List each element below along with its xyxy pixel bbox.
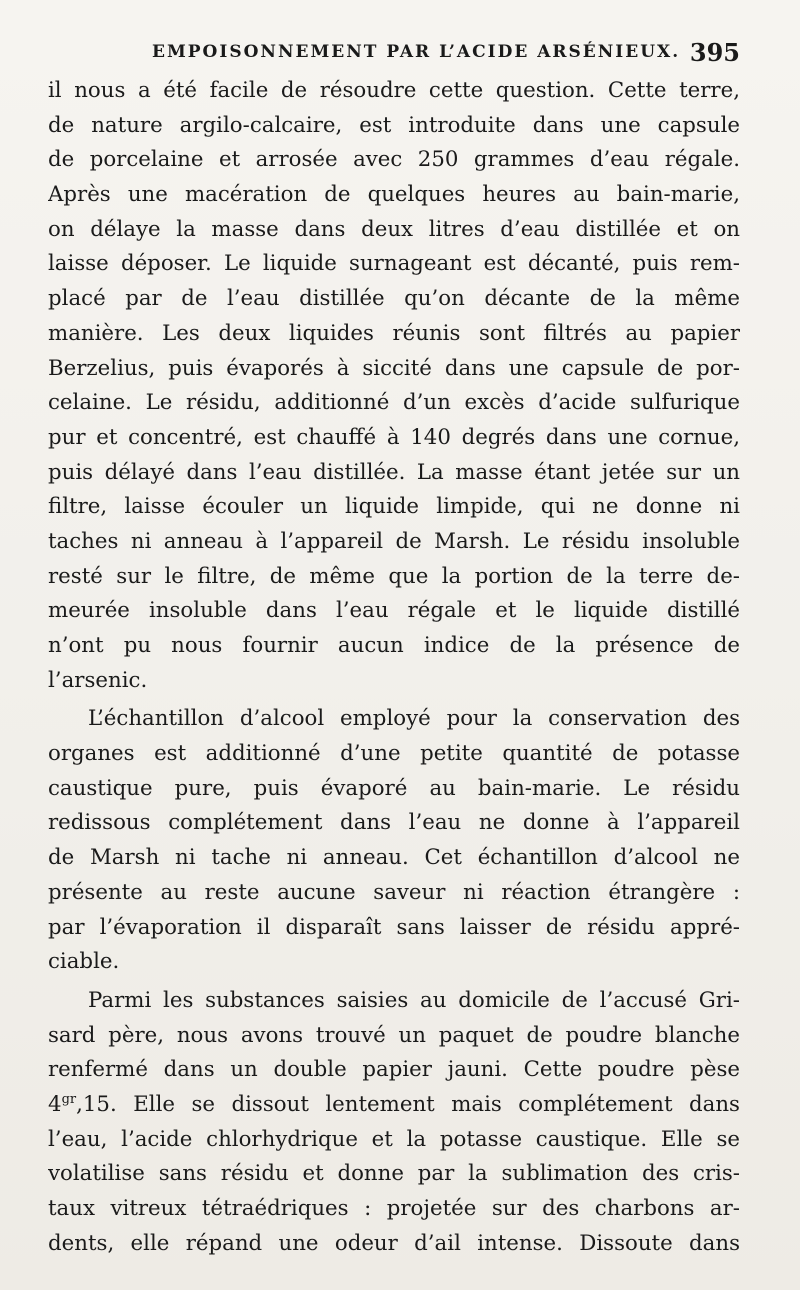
- text-line: ciable.: [48, 949, 120, 975]
- text-line: placé par de l’eau distillée qu’on décante de la même: [48, 286, 740, 312]
- text-line: taches ni anneau à l’appareil de Marsh. Le résidu insoluble: [48, 528, 740, 554]
- text-line: redissous complétement dans l’eau ne donne à l’appareil: [48, 810, 740, 836]
- text-line: manière. Les deux liquides réunis sont filtrés au papier: [48, 320, 740, 346]
- text-line: présente au reste aucune saveur ni réaction étrangère :: [48, 879, 740, 905]
- text-line-weight: [48, 1088, 740, 1123]
- text-line: on délaye la masse dans deux litres d’eau distillée et on: [48, 216, 740, 242]
- weight-unit: gr: [61, 1091, 77, 1107]
- text-line: il nous a été facile de résoudre cette question. Cette terre,: [48, 78, 740, 103]
- text-line: celaine. Le résidu, additionné d’un excès d’acide sulfurique: [48, 390, 740, 416]
- text-line: renfermé dans un double papier jauni. Cette poudre pèse: [48, 1057, 740, 1083]
- text-line: volatilise sans résidu et donne par la sublimation des cris-: [48, 1161, 740, 1187]
- text-line: puis délayé dans l’eau distillée. La masse étant jetée sur un: [48, 459, 740, 485]
- text-line: de nature argilo-calcaire, est introduite dans une capsule: [48, 112, 740, 138]
- weight-amount: 4: [48, 1091, 62, 1117]
- text-line: Après une macération de quelques heures au bain-marie,: [48, 182, 740, 208]
- text-line: l’eau, l’acide chlorhydrique et la potasse caustique. Elle se: [48, 1126, 740, 1152]
- text-line: resté sur le filtre, de même que la portion de la terre de-: [48, 563, 740, 589]
- text-line: Berzelius, puis évaporés à siccité dans une capsule de por-: [48, 355, 740, 381]
- weight-line-rest: ,15. Elle se dissout lentement mais complétement dans: [76, 1091, 740, 1117]
- text-line: sard père, nous avons trouvé un paquet de poudre blanche: [48, 1022, 740, 1048]
- text-line: laisse déposer. Le liquide surnageant est décanté, puis rem-: [48, 251, 740, 277]
- text-line: par l’évaporation il disparaît sans laisser de résidu appré-: [48, 914, 740, 940]
- text-line: de Marsh ni tache ni anneau. Cet échantillon d’alcool ne: [48, 845, 740, 871]
- running-head: [50, 38, 740, 68]
- text-line: organes est additionné d’une petite quantité de potasse: [48, 741, 740, 767]
- text-line: meurée insoluble dans l’eau régale et le liquide distillé: [48, 598, 740, 624]
- text-line: l’arsenic.: [48, 667, 148, 693]
- chapter-title: EMPOISONNEMENT PAR L’ACIDE ARSÉNIEUX.: [152, 42, 681, 62]
- body-text: [48, 74, 740, 1261]
- text-line: filtre, laisse écouler un liquide limpide, qui ne donne ni: [48, 494, 740, 520]
- text-line: de porcelaine et arrosée avec 250 grammes d’eau régale.: [48, 147, 740, 173]
- text-line: caustique pure, puis évaporé au bain-marie. Le résidu: [48, 775, 740, 801]
- text-line: pur et concentré, est chauffé à 140 degrés dans une cornue,: [48, 424, 740, 450]
- text-line: dents, elle répand une odeur d’ail intense. Dissoute dans: [48, 1230, 740, 1256]
- text-line: n’ont pu nous fournir aucun indice de la présence de: [48, 633, 740, 658]
- page-number: 395: [689, 38, 740, 67]
- text-line: L’échantillon d’alcool employé pour la conservation des: [88, 706, 740, 732]
- text-line: Parmi les substances saisies au domicile de l’accusé Gri-: [88, 987, 740, 1013]
- text-line: taux vitreux tétraédriques : projetée sur des charbons ar-: [48, 1196, 740, 1221]
